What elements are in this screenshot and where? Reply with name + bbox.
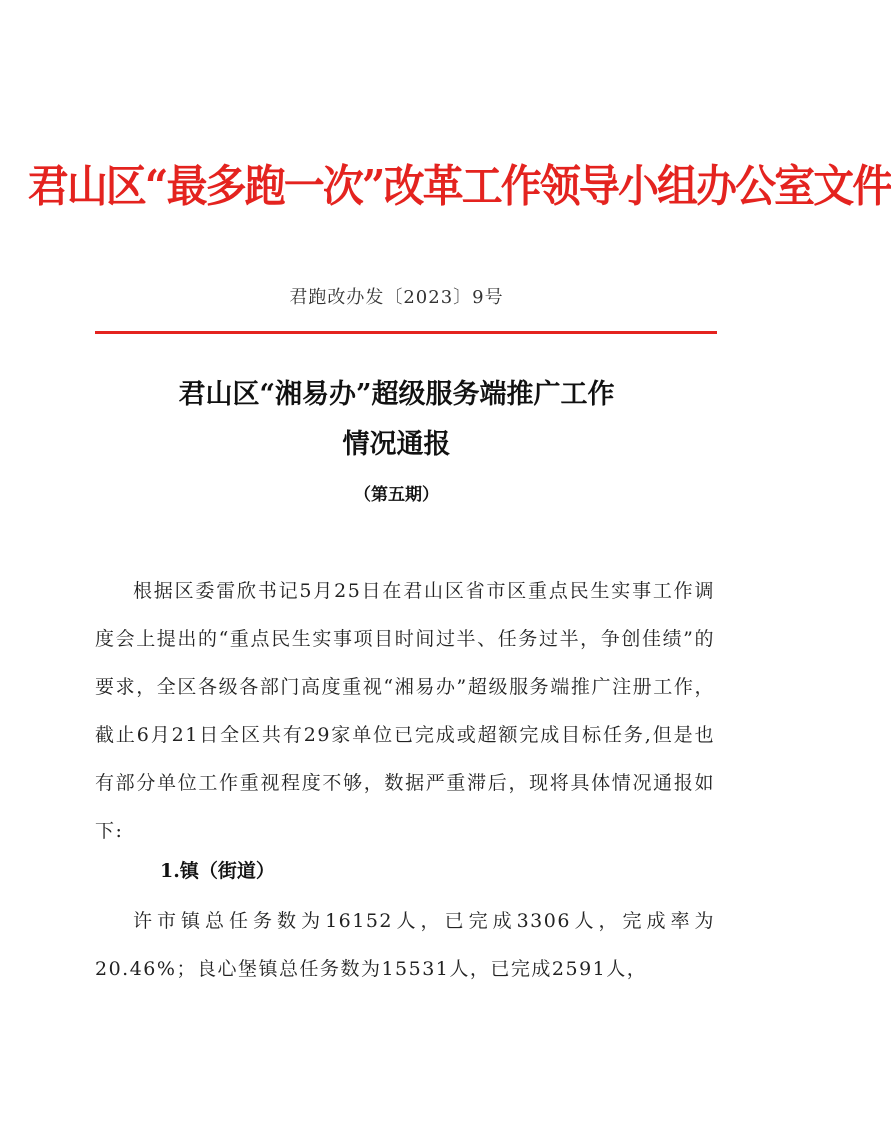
issue-number: （第五期）: [354, 485, 439, 505]
document-number: 君跑改办发〔2023〕9号: [289, 287, 504, 308]
body-paragraph-1: 根据区委雷欣书记5月25日在君山区省市区重点民生实事工作调度会上提出的“重点民生实事项目时间过半、任务过半，争创佳绩”的要求，全区各级各部门高度重视“湘易办”超级服务端推广注册工作，截止6月21日全区共有29家单位已完成或超额完成目标任务,但是也有部分单位工作重视程度不够，数据严重滞后，现将具体情况通报如下:: [95, 580, 715, 842]
red-divider-line: [95, 331, 717, 334]
document-header-title: 君山区“最多跑一次”改革工作领导小组办公室文件: [27, 161, 891, 212]
report-title-line-2: 情况通报: [342, 429, 451, 460]
body-paragraph-2: 许市镇总任务数为16152人，已完成3306人，完成率为20.46%；良心堡镇总任务数为15531人，已完成2591人，: [95, 910, 715, 980]
section-heading-towns: 1.镇（街道）: [160, 860, 275, 882]
report-title-line-1: 君山区“湘易办”超级服务端推广工作: [178, 379, 615, 410]
